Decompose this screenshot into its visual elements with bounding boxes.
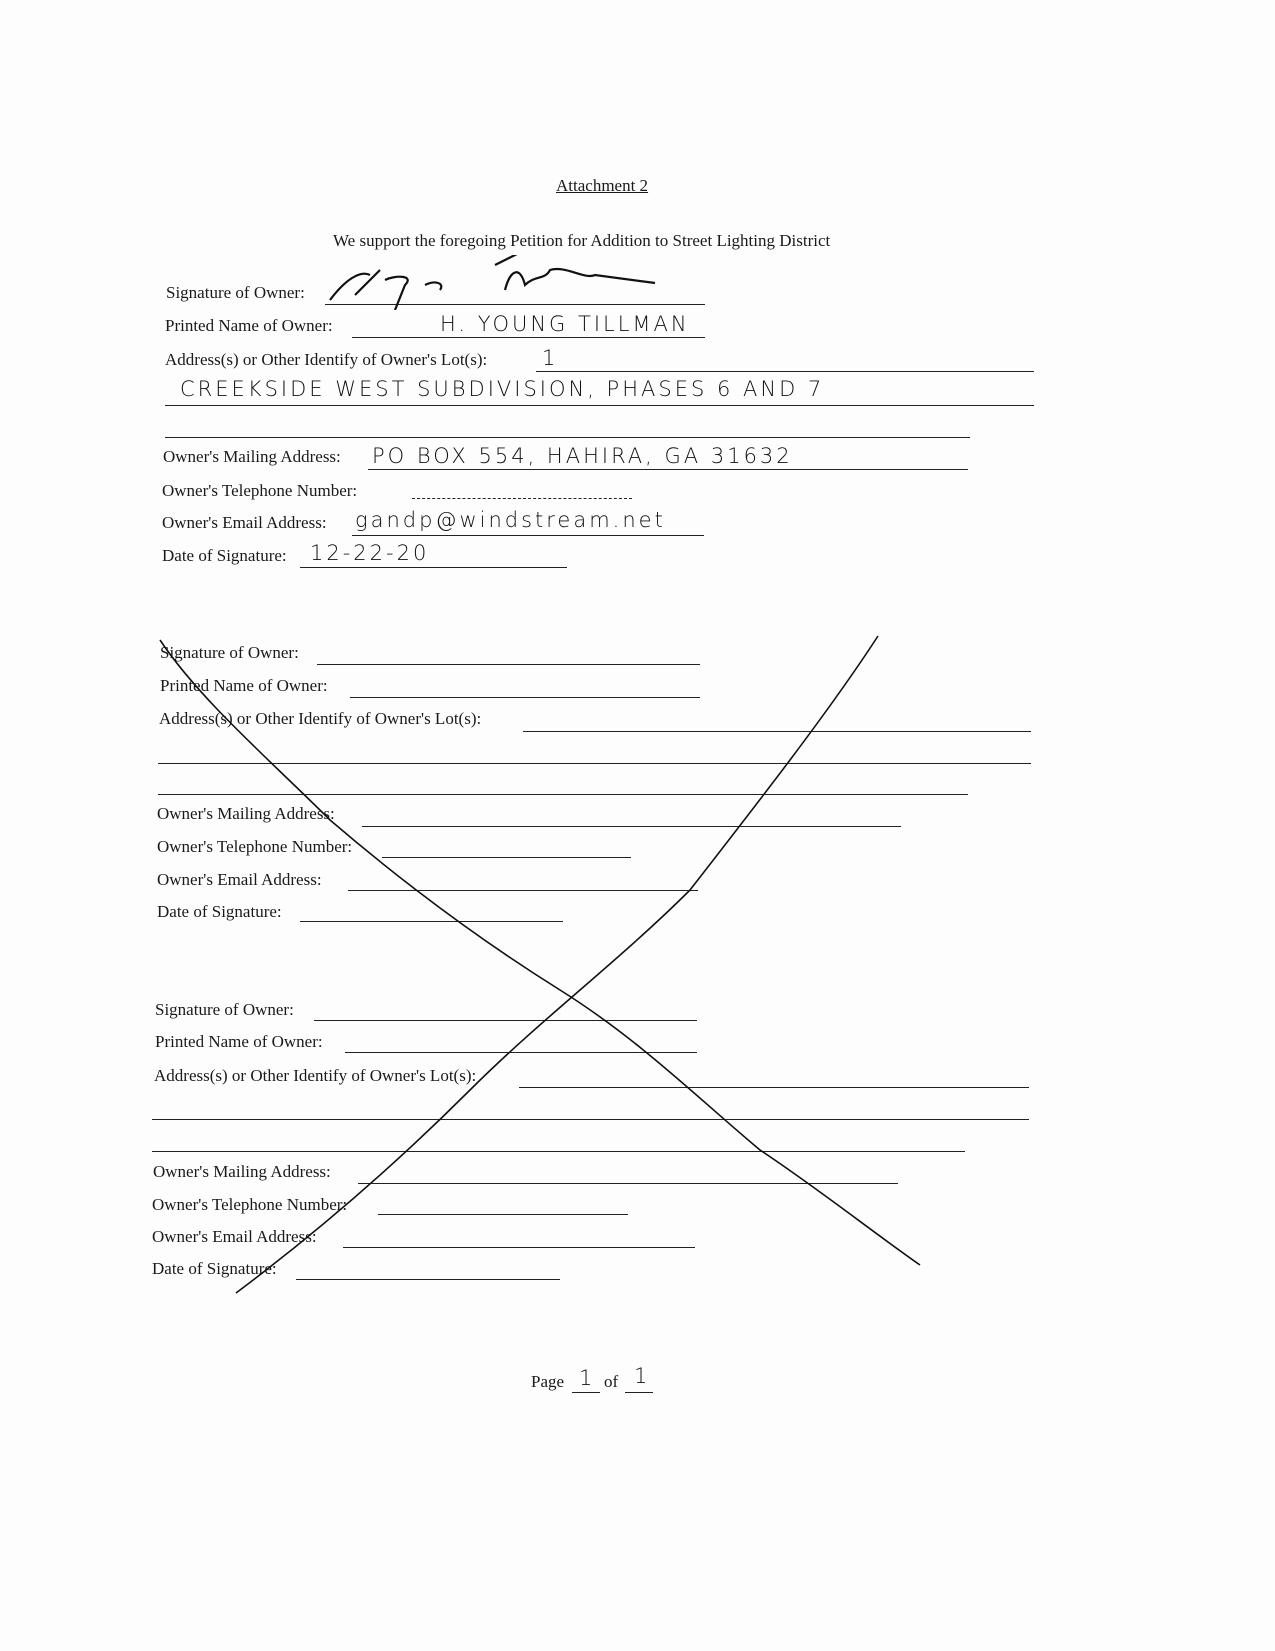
petition-statement: We support the foregoing Petition for Addition to Street Lighting District — [333, 231, 831, 250]
printed-name-value: H. YOUNG TILLMAN — [440, 312, 690, 336]
page-label: Page — [531, 1372, 565, 1391]
page-total: 1 — [634, 1364, 651, 1388]
email-value: gandp@windstream.net — [355, 508, 666, 532]
signature-label-2: Signature of Owner: — [160, 643, 299, 662]
email-label-3: Owner's Email Address: — [152, 1227, 317, 1246]
mailing-label-2: Owner's Mailing Address: — [157, 804, 335, 823]
date-label-3: Date of Signature: — [152, 1259, 277, 1278]
lots-value: CREEKSIDE WEST SUBDIVISION, PHASES 6 AND 7 — [180, 377, 825, 401]
lots-label-3: Address(s) or Other Identify of Owner's Lot(s): — [154, 1066, 477, 1085]
mailing-label: Owner's Mailing Address: — [163, 447, 341, 466]
date-label: Date of Signature: — [162, 546, 287, 565]
telephone-label: Owner's Telephone Number: — [162, 481, 358, 500]
printed-name-label-2: Printed Name of Owner: — [160, 676, 328, 695]
email-label: Owner's Email Address: — [162, 513, 327, 532]
printed-name-label: Printed Name of Owner: — [165, 316, 333, 335]
mailing-label-3: Owner's Mailing Address: — [153, 1162, 331, 1181]
lot-number-value: 1 — [542, 346, 559, 370]
mailing-value: PO BOX 554, HAHIRA, GA 31632 — [372, 444, 793, 468]
telephone-label-3: Owner's Telephone Number: — [152, 1195, 348, 1214]
date-label-2: Date of Signature: — [157, 902, 282, 921]
lots-label: Address(s) or Other Identify of Owner's Lot(s): — [165, 350, 488, 369]
of-label: of — [604, 1372, 619, 1391]
attachment-title: Attachment 2 — [556, 176, 649, 195]
signature-label-3: Signature of Owner: — [155, 1000, 294, 1019]
printed-name-label-3: Printed Name of Owner: — [155, 1032, 323, 1051]
email-label-2: Owner's Email Address: — [157, 870, 322, 889]
signature-label: Signature of Owner: — [166, 283, 305, 302]
date-value: 12-22-20 — [310, 541, 430, 565]
telephone-label-2: Owner's Telephone Number: — [157, 837, 353, 856]
lots-label-2: Address(s) or Other Identify of Owner's Lot(s): — [159, 709, 482, 728]
page-number: 1 — [579, 1366, 596, 1390]
